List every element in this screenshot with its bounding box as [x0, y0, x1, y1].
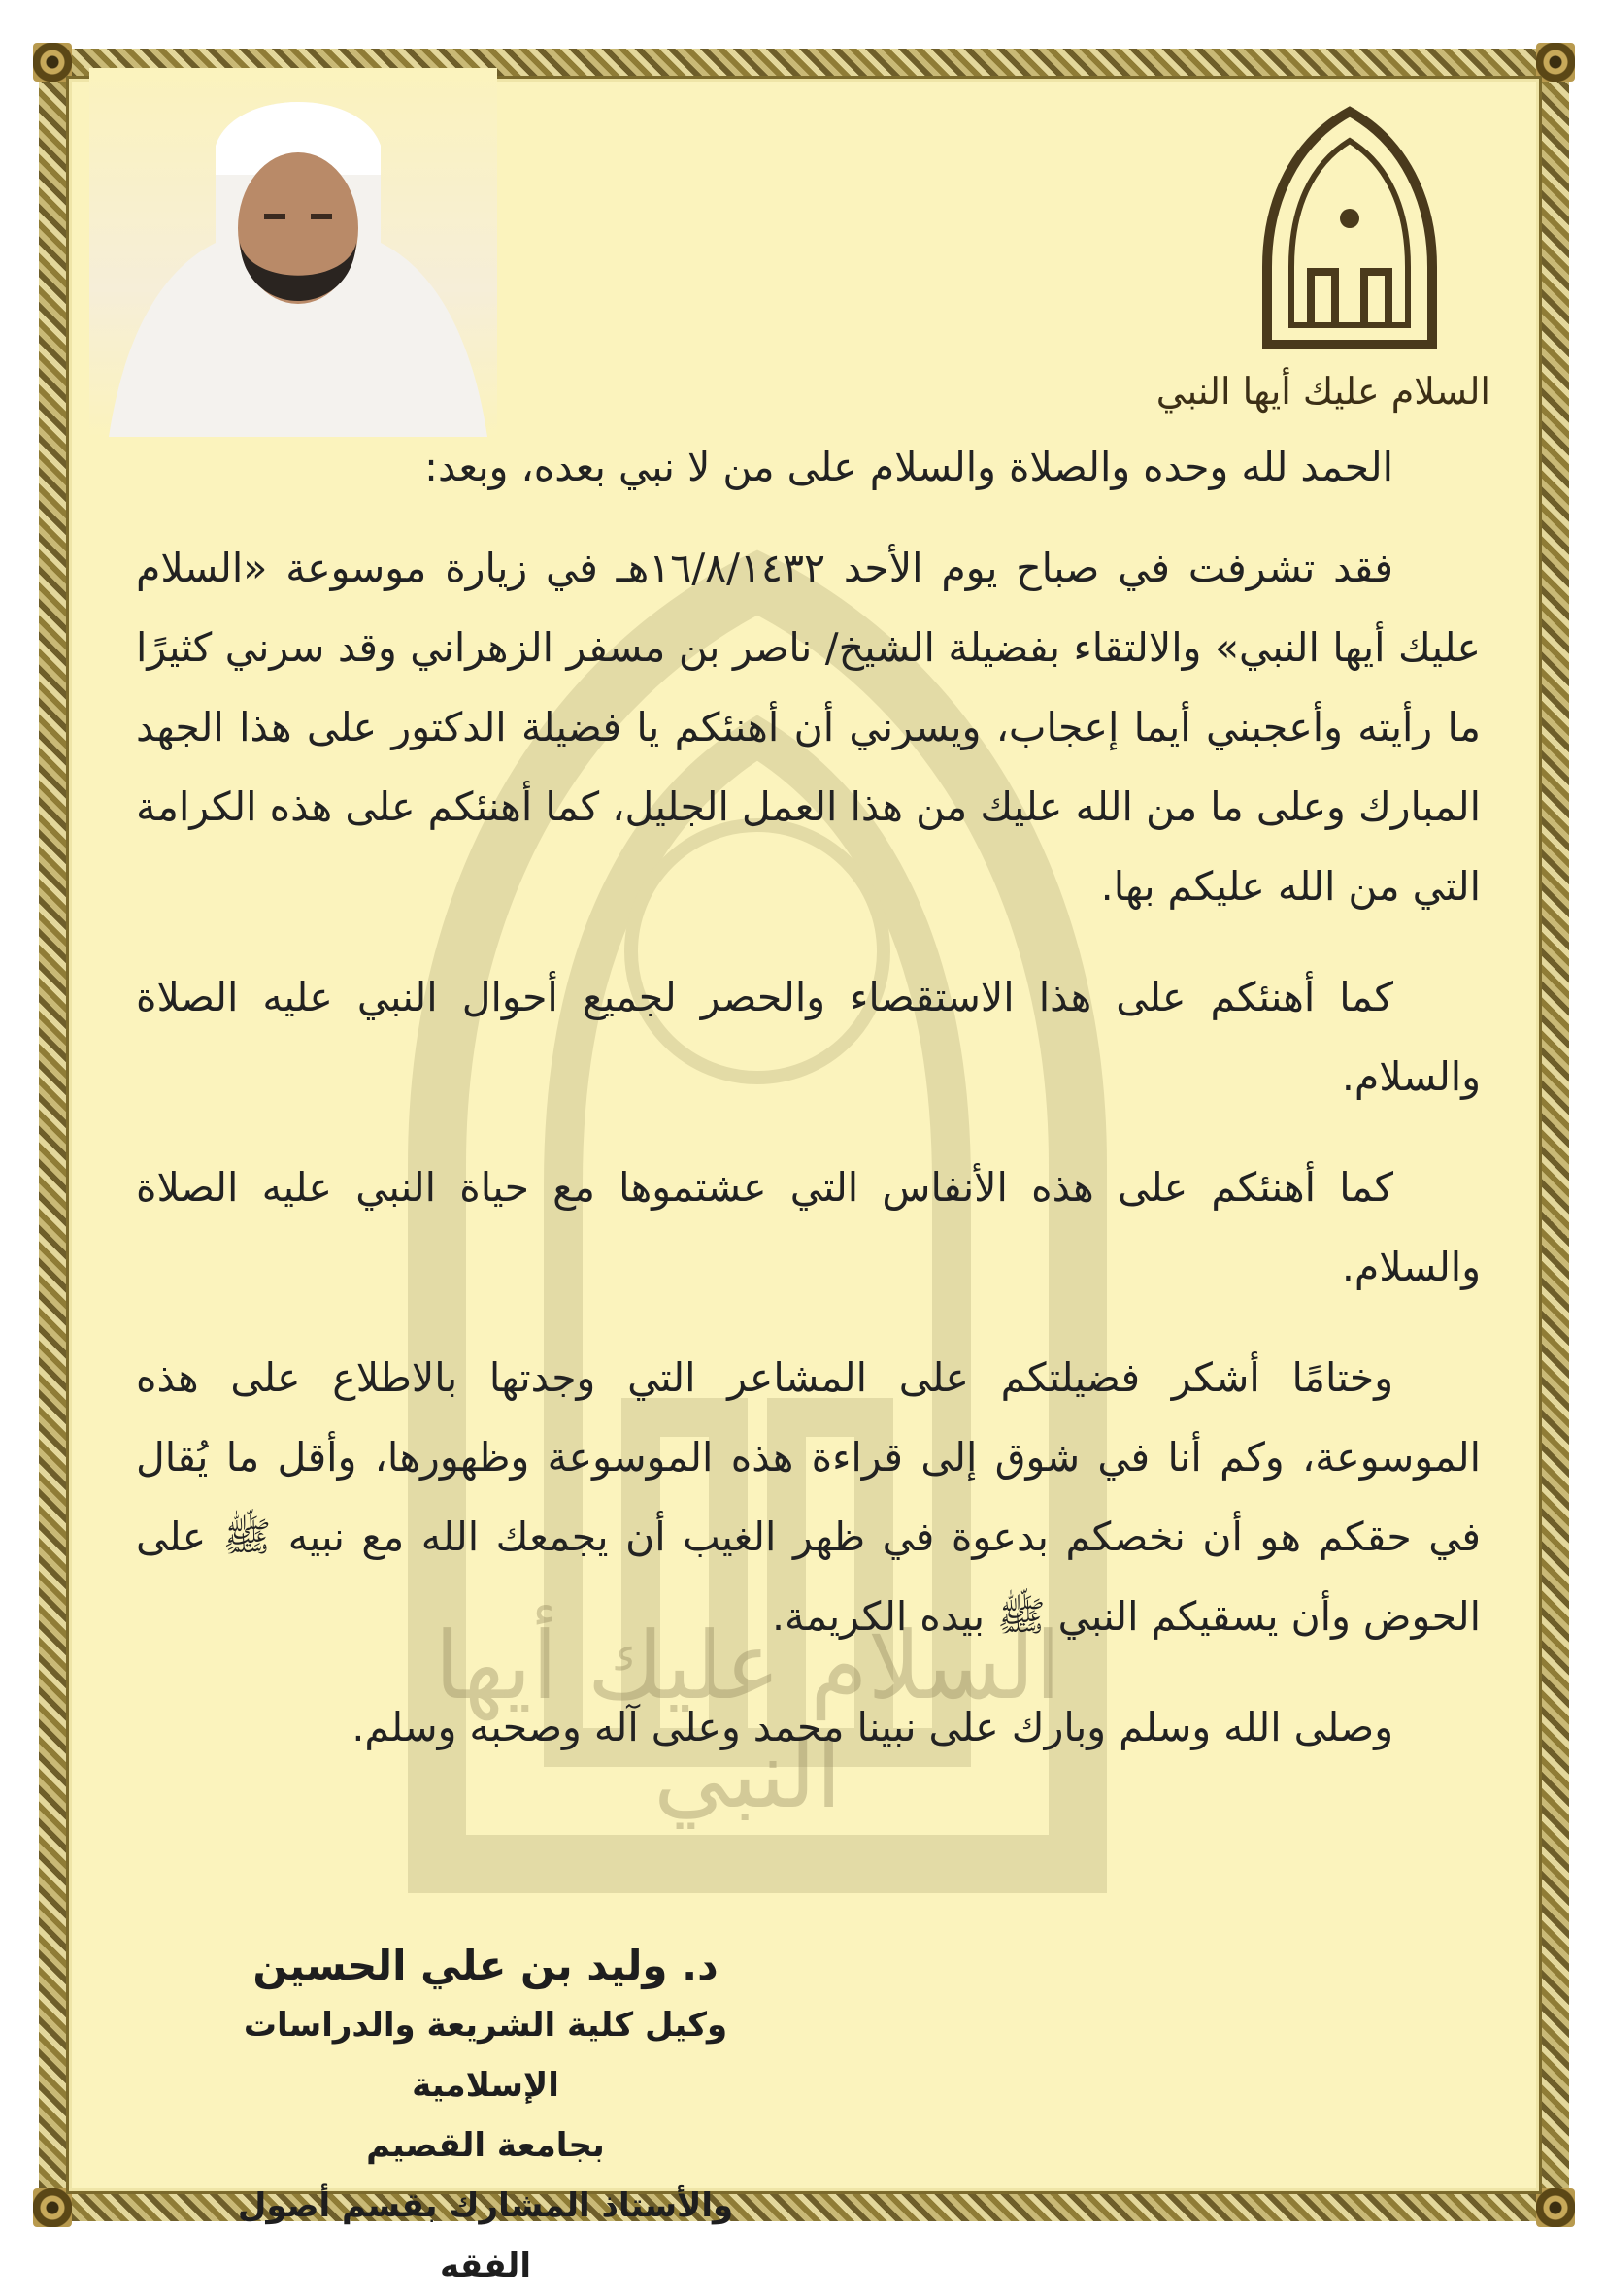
author-photo — [89, 68, 497, 437]
corner-ornament — [1536, 43, 1575, 82]
encyclopedia-logo — [1155, 102, 1490, 413]
corner-ornament — [33, 2188, 72, 2227]
letter-closing: وصلى الله وسلم وبارك على نبينا محمد وعلى آله وصحبه وسلم. — [351, 1704, 1393, 1750]
logo-caption: السلام عليك أيها النبي — [1155, 370, 1490, 413]
portrait-image — [89, 68, 497, 437]
letter-paragraph: وختامًا أشكر فضيلتكم على المشاعر التي وجدتها بالاطلاع على هذه الموسوعة، وكم أنا في شوق إلى قراءة هذه الموسوعة وظهورها، وأقل ما يُقال في حقكم هو أن نخصكم بدعوة في ظهر الغيب أن يجمعك الله مع نبيه ﷺ على الحوض وأن يسقيكم النبي ﷺ بيده الكريمة. — [136, 1354, 1481, 1640]
signatory-name: د. وليد بن علي الحسين — [252, 1942, 719, 1989]
signature-block — [194, 1937, 777, 2296]
letter-paragraph: كما أهنئكم على هذا الاستقصاء والحصر لجميع أحوال النبي عليه الصلاة والسلام. — [136, 974, 1481, 1100]
corner-ornament — [1536, 2188, 1575, 2227]
watermark-caption: السلام عليك أيها النبي — [434, 1612, 1061, 1829]
letter-body — [136, 427, 1481, 1798]
signatory-title: وكيل كلية الشريعة والدراسات الإسلامية — [243, 2006, 728, 2105]
signatory-position: والأستاذ المشارك بقسم أصول الفقه — [237, 2186, 734, 2285]
arch-logo-icon — [1209, 102, 1490, 354]
letter-paragraph: فقد تشرفت في صباح يوم الأحد ١٦/٨/١٤٣٢هـ في زيارة موسوعة «السلام عليك أيها النبي» والالتقاء بفضيلة الشيخ/ ناصر بن مسفر الزهراني وقد سرني كثيرًا ما رأيته وأعجبني أيما إعجاب، ويسرني أن أهنئكم يا فضيلة الدكتور على هذا الجهد المبارك وعلى ما من الله عليك من هذا العمل الجليل، كما أهنئكم على هذه الكرامة التي من الله عليكم بها. — [136, 545, 1481, 910]
letter-greeting: الحمد لله وحده والصلاة والسلام على من لا نبي بعده، وبعد: — [424, 444, 1393, 490]
signatory-university: بجامعة القصيم — [366, 2126, 605, 2165]
letter-paragraph: كما أهنئكم على هذه الأنفاس التي عشتموها مع حياة النبي عليه الصلاة والسلام. — [136, 1164, 1481, 1290]
